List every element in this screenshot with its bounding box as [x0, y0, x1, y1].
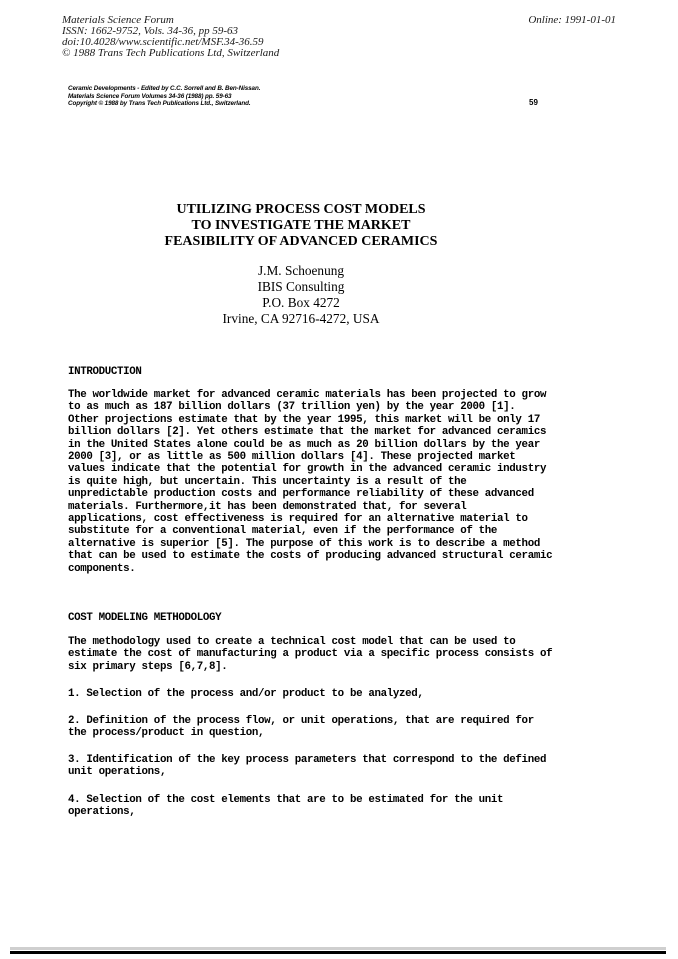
author-address: P.O. Box 4272	[262, 295, 340, 310]
text-line: six primary steps [6,7,8].	[68, 660, 228, 673]
author-name: J.M. Schoenung	[257, 263, 345, 278]
text-line: values indicate that the potential for growth in the advanced ceramic industry	[68, 463, 547, 476]
text-line: unpredictable production costs and performance reliability of these advanced	[68, 488, 534, 501]
text-line: alternative is superior [5]. The purpose of this work is to describe a method	[68, 537, 540, 550]
text-line: materials. Furthermore,it has been demonstrated that, for several	[68, 500, 467, 513]
text-line: The worldwide market for advanced ceramic materials has been projected to grow	[68, 389, 547, 401]
page-number: 59	[529, 98, 538, 107]
title-line: FEASIBILITY OF ADVANCED CERAMICS	[164, 234, 438, 249]
text-line: applications, cost effectiveness is required for an alternative material to	[68, 513, 528, 526]
methodology-step	[68, 794, 503, 819]
book-info	[68, 85, 260, 108]
text-line: 2000 [3], or as little as 500 million dollars [4]. These projected market	[68, 451, 516, 464]
journal-name: Materials Science Forum	[62, 14, 174, 26]
text-line: substitute for a conventional material, even if the performance of the	[68, 525, 498, 538]
text-line: Other projections estimate that by the year 1995, this market will be only 17	[68, 413, 540, 426]
methodology-step	[68, 754, 546, 779]
step-line: the process/product in question,	[68, 727, 265, 740]
intro-paragraph	[68, 389, 552, 575]
text-line: billion dollars [2]. Yet others estimate that the market for advanced ceramics	[68, 426, 547, 439]
page-bottom-shadow	[10, 947, 666, 950]
book-info-line: Materials Science Forum Volumes 34-36 (1988) pp. 59-63	[68, 92, 232, 100]
section-heading-methodology: COST MODELING METHODOLOGY	[68, 612, 222, 624]
methodology-step	[68, 688, 424, 700]
section-heading-introduction: INTRODUCTION	[68, 366, 142, 378]
page-bottom-rule	[10, 951, 666, 954]
methodology-step	[68, 715, 534, 740]
author-block	[0, 263, 678, 327]
book-info-line: Copyright © 1988 by Trans Tech Publications Ltd., Switzerland.	[68, 100, 251, 108]
step-line: 3. Identification of the key process parameters that correspond to the defined	[68, 754, 547, 766]
text-line: to as much as 187 billion dollars (37 trillion yen) by the year 2000 [1].	[68, 401, 516, 414]
step-line: 1. Selection of the process and/or product to be analyzed,	[68, 688, 424, 700]
step-line: operations,	[68, 806, 136, 819]
text-line: components.	[68, 562, 136, 575]
text-line: estimate the cost of manufacturing a product via a specific process consists of	[68, 648, 553, 661]
publisher-copyright: © 1988 Trans Tech Publications Ltd, Switzerland	[62, 47, 280, 59]
step-line: 4. Selection of the cost elements that are to be estimated for the unit	[68, 794, 504, 806]
journal-header	[62, 15, 279, 59]
title-line: UTILIZING PROCESS COST MODELS	[176, 202, 426, 217]
text-line: in the United States alone could be as much as 20 billion dollars by the year	[68, 438, 540, 451]
text-line: is quite high, but uncertain. This uncertainty is a result of the	[68, 475, 467, 488]
step-line: unit operations,	[68, 766, 167, 779]
doi-line[interactable]: doi:10.4028/www.scientific.net/MSF.34-36.59	[62, 36, 264, 48]
text-line: The methodology used to create a technical cost model that can be used to	[68, 636, 516, 648]
step-line: 2. Definition of the process flow, or unit operations, that are required for	[68, 715, 534, 727]
title-line: TO INVESTIGATE THE MARKET	[191, 218, 411, 233]
paper-title	[0, 202, 678, 250]
author-affiliation: IBIS Consulting	[257, 279, 345, 294]
book-info-line: Ceramic Developments - Edited by C.C. Sorrell and B. Ben-Nissan.	[68, 85, 261, 92]
online-date: Online: 1991-01-01	[528, 14, 616, 26]
author-address: Irvine, CA 92716-4272, USA	[222, 311, 380, 326]
methodology-paragraph	[68, 636, 552, 673]
text-line: that can be used to estimate the costs of producing advanced structural ceramic	[68, 550, 553, 563]
issn-line: ISSN: 1662-9752, Vols. 34-36, pp 59-63	[62, 25, 238, 37]
